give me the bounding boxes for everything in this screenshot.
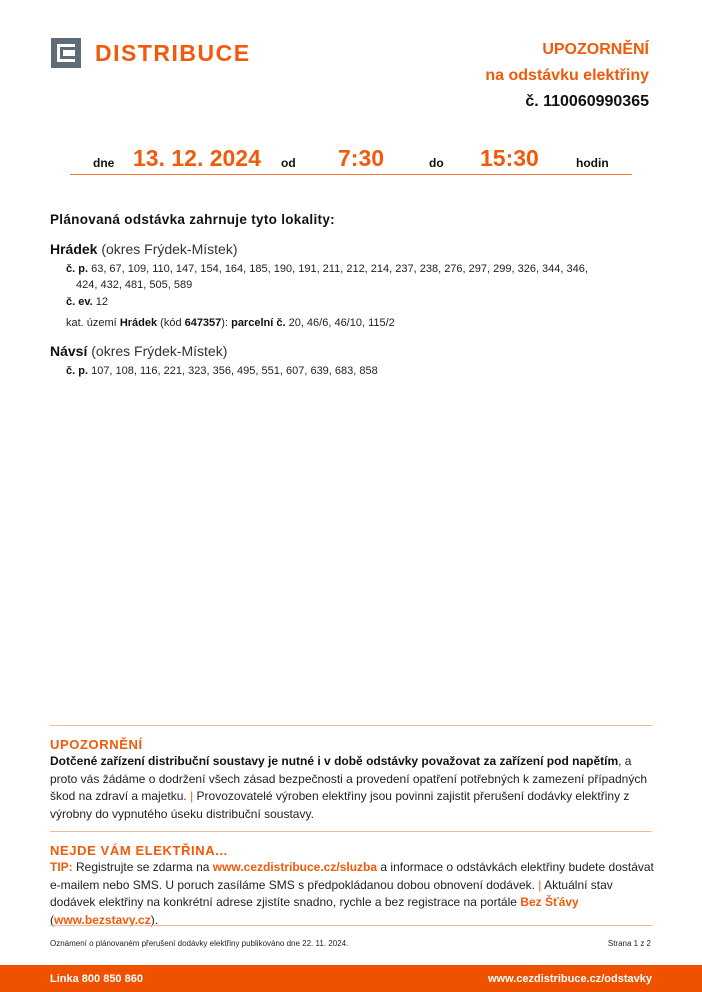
hours-label: hodin (576, 156, 609, 170)
house-numbers-cont (66, 278, 661, 293)
cez-e-logo-icon (51, 38, 81, 68)
notice-title: UPOZORNĚNÍ (542, 41, 649, 58)
notice-header (485, 37, 649, 115)
separator: | (190, 789, 194, 803)
separator: | (538, 877, 542, 892)
divider (50, 925, 652, 926)
cp-label: č. p. (66, 365, 89, 377)
hotline: Linka 800 850 860 (50, 973, 143, 985)
logo-text: DISTRIBUCE (95, 39, 251, 66)
bezstavy-link[interactable]: www.bezstavy.cz (54, 912, 151, 927)
tip-text-3: Aktuální stav dodávek elektřiny na konkrétní adrese zjistíte snadno, rychle a bez registrace na portále (50, 877, 613, 909)
cp-values-cont: 424, 432, 481, 505, 589 (76, 279, 193, 291)
warning-bold-text: Dotčené zařízení distribuční soustavy je nutné i v době odstávky považovat za zařízení pod napětím (50, 754, 619, 768)
locality-title (50, 343, 227, 359)
cp-label: č. p. (66, 263, 89, 275)
warning-text (50, 753, 660, 823)
code-prefix: (kód (160, 317, 182, 329)
warning-text-2: Provozovatelé výroben elektřiny jsou povinni zajistit přerušení dodávky elektřiny z výrobny do vypnutého úseku distribuční soustavy. (50, 789, 630, 821)
house-numbers (66, 364, 651, 379)
paren-close: ). (150, 912, 159, 927)
logo (51, 38, 251, 68)
divider (50, 831, 652, 832)
end-time: 15:30 (480, 145, 539, 171)
code-suffix: ): (221, 317, 229, 329)
tip-text (50, 859, 660, 929)
tip-text-2: a informace o odstávkách elektřiny budete dostávat e-mailem nebo SMS. U poruch zasíláme SMS s předpokládanou dobou obnovení dodávek. (50, 860, 654, 892)
publication-note: Oznámení o plánovaném přerušení dodávky elektřiny publikováno dne 22. 11. 2024. (50, 939, 349, 948)
cp-values: 107, 108, 116, 221, 323, 356, 495, 551, 607, 639, 683, 858 (91, 365, 378, 377)
outage-date: 13. 12. 2024 (133, 145, 261, 171)
cadastral-name: Hrádek (119, 317, 158, 329)
parcel-label: parcelní č. (231, 317, 286, 329)
tip-label: TIP: (50, 860, 73, 874)
evidence-numbers (66, 295, 651, 310)
localities-intro: Plánovaná odstávka zahrnuje tyto lokality: (50, 212, 335, 227)
parcel-values: 20, 46/6, 46/10, 115/2 (288, 317, 395, 329)
cadastral-prefix: kat. území (66, 317, 117, 329)
warning-title: UPOZORNĚNÍ (50, 737, 143, 752)
locality-name: Hrádek (50, 241, 98, 257)
date-label: dne (93, 156, 115, 170)
to-label: do (429, 156, 444, 170)
start-time: 7:30 (338, 145, 385, 171)
divider (50, 725, 652, 726)
tip-text-1: Registrujte se zdarma na (76, 860, 210, 874)
locality-title (50, 241, 237, 257)
locality-district: (okres Frýdek-Místek) (101, 241, 238, 257)
from-label: od (281, 156, 296, 170)
notice-number: č. 110060990365 (525, 93, 649, 110)
notice-subtitle: na odstávku elektřiny (485, 67, 649, 84)
locality-district: (okres Frýdek-Místek) (91, 343, 228, 359)
paren-open: ( (50, 912, 54, 927)
locality-name: Návsí (50, 343, 88, 359)
portal-name: Bez Šťávy (520, 895, 579, 909)
tip-title: NEJDE VÁM ELEKTŘINA... (50, 843, 228, 858)
cev-label: č. ev. (66, 296, 93, 308)
cp-values: 63, 67, 109, 110, 147, 154, 164, 185, 190, 191, 211, 212, 214, 237, 238, 276, 297, 299, 326, 344, 346, (91, 263, 588, 275)
page-number: Strana 1 z 2 (607, 939, 651, 948)
schedule-row (70, 142, 632, 175)
footer-bar (0, 965, 702, 992)
cadastral-line (66, 316, 651, 331)
cadastral-code: 647357 (184, 317, 222, 329)
house-numbers (66, 262, 651, 277)
cev-values: 12 (95, 296, 109, 308)
warning-text-1: , a proto vás žádáme o dodržení všech zásad bezpečnosti a provedení opatření potřebných k zamezení případných škod na zdraví a majetku. (50, 754, 648, 803)
website-link[interactable]: www.cezdistribuce.cz/odstavky (487, 973, 652, 985)
service-link[interactable]: www.cezdistribuce.cz/sluzba (212, 860, 378, 874)
